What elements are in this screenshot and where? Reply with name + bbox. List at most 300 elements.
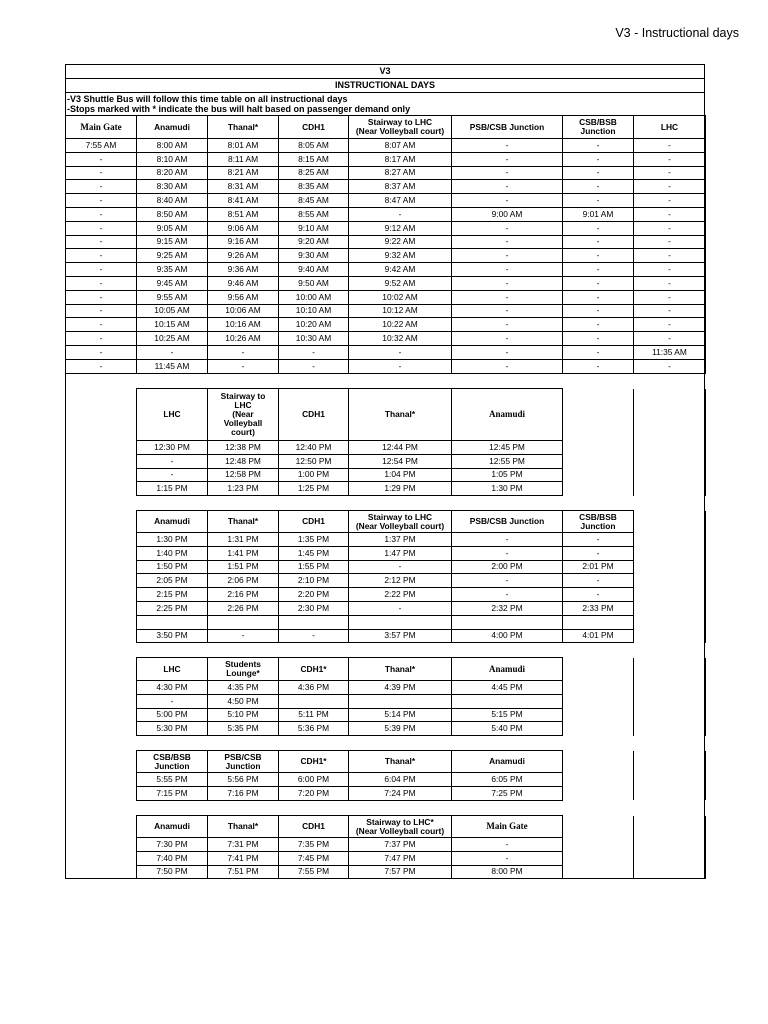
time-cell: 8:11 AM	[208, 152, 279, 166]
table-row	[66, 560, 706, 574]
time-cell: 9:15 AM	[137, 235, 208, 249]
spacer-cell	[66, 533, 137, 547]
column-header: Thanal*	[208, 116, 279, 139]
time-cell: 2:22 PM	[349, 588, 452, 602]
spacer-cell	[66, 468, 137, 482]
time-cell: 5:15 PM	[452, 708, 563, 722]
time-cell: 7:57 PM	[349, 865, 452, 879]
time-cell: 9:36 AM	[208, 263, 279, 277]
time-cell: 2:25 PM	[137, 601, 208, 615]
time-cell: 10:15 AM	[137, 318, 208, 332]
time-cell: 1:50 PM	[137, 560, 208, 574]
time-cell: -	[452, 194, 563, 208]
column-header: Stairway to LHC (Near Volleyball court)	[349, 116, 452, 139]
spacer-cell	[66, 574, 137, 588]
page-header: V3 - Instructional days	[615, 26, 739, 40]
table-row	[66, 290, 706, 304]
time-cell: 8:37 AM	[349, 180, 452, 194]
spacer-cell	[66, 851, 137, 865]
spacer-cell	[66, 546, 137, 560]
column-header: Anamudi	[452, 389, 563, 441]
time-cell: -	[452, 838, 563, 852]
time-cell: 10:00 AM	[279, 290, 349, 304]
sheet-subtitle: INSTRUCTIONAL DAYS	[66, 79, 704, 93]
time-cell: 9:32 AM	[349, 249, 452, 263]
table-row	[66, 865, 706, 879]
time-cell: 5:55 PM	[137, 773, 208, 787]
time-cell: 8:45 AM	[279, 194, 349, 208]
spacer-cell	[634, 865, 706, 879]
time-cell: -	[66, 180, 137, 194]
time-cell: -	[349, 560, 452, 574]
time-cell: 7:30 PM	[137, 838, 208, 852]
table-row	[66, 838, 706, 852]
spacer-cell	[66, 773, 137, 787]
table-row	[66, 533, 706, 547]
spacer-cell	[563, 441, 634, 455]
time-cell: 5:00 PM	[137, 708, 208, 722]
sheet-title: V3	[66, 65, 704, 79]
time-cell: 1:00 PM	[279, 468, 349, 482]
time-cell: -	[563, 166, 634, 180]
time-cell: 7:16 PM	[208, 786, 279, 800]
time-cell: 1:37 PM	[349, 533, 452, 547]
time-cell: 7:24 PM	[349, 786, 452, 800]
spacer-cell	[563, 681, 634, 695]
table-row	[66, 263, 706, 277]
time-cell: 9:01 AM	[563, 207, 634, 221]
time-cell: 9:52 AM	[349, 276, 452, 290]
spacer-cell	[563, 389, 634, 441]
table-row	[66, 482, 706, 496]
time-cell: -	[452, 152, 563, 166]
time-cell: -	[66, 345, 137, 359]
spacer-cell	[66, 441, 137, 455]
table-row	[66, 180, 706, 194]
table-row	[66, 318, 706, 332]
time-cell: 8:25 AM	[279, 166, 349, 180]
spacer-cell	[634, 533, 706, 547]
column-header: Thanal*	[208, 511, 279, 533]
spacer-cell	[634, 629, 706, 643]
table-row	[66, 773, 706, 787]
time-cell	[279, 694, 349, 708]
header-row	[66, 751, 706, 773]
night-timetable	[65, 815, 706, 879]
time-cell: -	[452, 533, 563, 547]
spacer-cell	[66, 482, 137, 496]
spacer-cell	[66, 658, 137, 681]
time-cell: 9:35 AM	[137, 263, 208, 277]
time-cell	[452, 694, 563, 708]
column-header: Students Lounge*	[208, 658, 279, 681]
time-cell: 4:35 PM	[208, 681, 279, 695]
time-cell: -	[66, 359, 137, 373]
time-cell: 1:40 PM	[137, 546, 208, 560]
column-header: CDH1	[279, 116, 349, 139]
time-cell: 8:40 AM	[137, 194, 208, 208]
time-cell: 5:14 PM	[349, 708, 452, 722]
time-cell: -	[634, 166, 706, 180]
time-cell: -	[208, 629, 279, 643]
spacer-cell	[66, 865, 137, 879]
time-cell: -	[634, 180, 706, 194]
spacer-cell	[66, 694, 137, 708]
spacer-cell	[66, 722, 137, 736]
spacer-cell	[634, 615, 706, 629]
time-cell: 10:02 AM	[349, 290, 452, 304]
time-cell: -	[452, 345, 563, 359]
spacer-cell	[634, 816, 706, 838]
time-cell: -	[563, 276, 634, 290]
time-cell: 8:47 AM	[349, 194, 452, 208]
time-cell: 8:31 AM	[208, 180, 279, 194]
time-cell: 1:29 PM	[349, 482, 452, 496]
spacer-cell	[563, 694, 634, 708]
time-cell: -	[452, 235, 563, 249]
time-cell: 4:45 PM	[452, 681, 563, 695]
time-cell: -	[452, 221, 563, 235]
time-cell: -	[563, 263, 634, 277]
table-row	[66, 166, 706, 180]
time-cell: 1:30 PM	[137, 533, 208, 547]
time-cell: 9:22 AM	[349, 235, 452, 249]
time-cell: -	[452, 166, 563, 180]
time-cell: -	[563, 304, 634, 318]
time-cell: -	[208, 345, 279, 359]
spacer-cell	[66, 615, 137, 629]
time-cell: -	[66, 221, 137, 235]
spacer-cell	[563, 851, 634, 865]
spacer-cell	[563, 751, 634, 773]
time-cell: 10:30 AM	[279, 332, 349, 346]
spacer-cell	[634, 722, 706, 736]
time-cell: 12:30 PM	[137, 441, 208, 455]
time-cell: 3:50 PM	[137, 629, 208, 643]
time-cell: -	[634, 304, 706, 318]
time-cell: 4:00 PM	[452, 629, 563, 643]
time-cell: 1:15 PM	[137, 482, 208, 496]
time-cell: 10:26 AM	[208, 332, 279, 346]
time-cell: 12:50 PM	[279, 454, 349, 468]
time-cell: 11:35 AM	[634, 345, 706, 359]
time-cell: 5:56 PM	[208, 773, 279, 787]
time-cell: 12:45 PM	[452, 441, 563, 455]
time-cell: 7:51 PM	[208, 865, 279, 879]
time-cell: -	[349, 345, 452, 359]
table-row	[66, 574, 706, 588]
time-cell: 8:51 AM	[208, 207, 279, 221]
time-cell: -	[66, 276, 137, 290]
spacer-cell	[66, 629, 137, 643]
header-row	[66, 816, 706, 838]
time-cell: -	[208, 359, 279, 373]
time-cell: -	[452, 249, 563, 263]
time-cell: 8:00 PM	[452, 865, 563, 879]
time-cell: -	[563, 318, 634, 332]
time-cell: -	[349, 359, 452, 373]
time-cell: -	[452, 359, 563, 373]
table-row	[66, 851, 706, 865]
afternoon-timetable	[65, 510, 706, 643]
time-cell: -	[634, 235, 706, 249]
column-header: LHC	[137, 658, 208, 681]
time-cell: 7:41 PM	[208, 851, 279, 865]
time-cell: 8:55 AM	[279, 207, 349, 221]
time-cell: 5:39 PM	[349, 722, 452, 736]
column-header: Anamudi	[452, 751, 563, 773]
time-cell: 10:06 AM	[208, 304, 279, 318]
time-cell: 4:36 PM	[279, 681, 349, 695]
table-row	[66, 249, 706, 263]
time-cell: -	[563, 588, 634, 602]
header-row	[66, 658, 706, 681]
column-header: CDH1	[279, 389, 349, 441]
time-cell: 3:57 PM	[349, 629, 452, 643]
table-row	[66, 468, 706, 482]
time-cell: 7:55 AM	[66, 139, 137, 153]
time-cell: 1:55 PM	[279, 560, 349, 574]
time-cell: -	[563, 290, 634, 304]
table-row	[66, 615, 706, 629]
spacer-cell	[66, 786, 137, 800]
spacer-cell	[634, 574, 706, 588]
table-row	[66, 546, 706, 560]
spacer-cell	[563, 786, 634, 800]
spacer-cell	[66, 816, 137, 838]
time-cell: -	[563, 574, 634, 588]
time-cell: -	[634, 139, 706, 153]
spacer-cell	[563, 658, 634, 681]
time-cell: 2:20 PM	[279, 588, 349, 602]
column-header: LHC	[137, 389, 208, 441]
time-cell: -	[563, 345, 634, 359]
time-cell: 7:31 PM	[208, 838, 279, 852]
spacer-cell	[634, 511, 706, 533]
table-row	[66, 441, 706, 455]
spacer-cell	[634, 658, 706, 681]
spacer-cell	[66, 601, 137, 615]
table-row	[66, 304, 706, 318]
time-cell: -	[634, 263, 706, 277]
column-header: Stairway to LHC* (Near Volleyball court)	[349, 816, 452, 838]
time-cell: 12:38 PM	[208, 441, 279, 455]
spacer-cell	[66, 838, 137, 852]
time-cell	[137, 615, 208, 629]
table-row	[66, 359, 706, 373]
time-cell: 1:04 PM	[349, 468, 452, 482]
time-cell: 2:30 PM	[279, 601, 349, 615]
spacer-cell	[634, 751, 706, 773]
time-cell: -	[563, 533, 634, 547]
time-cell: 2:01 PM	[563, 560, 634, 574]
time-cell: -	[279, 629, 349, 643]
time-cell: -	[452, 180, 563, 194]
time-cell: -	[137, 454, 208, 468]
spacer-cell	[563, 468, 634, 482]
table-row	[66, 601, 706, 615]
time-cell: -	[137, 345, 208, 359]
time-cell: 8:17 AM	[349, 152, 452, 166]
column-header: PSB/CSB Junction	[452, 511, 563, 533]
time-cell: 2:16 PM	[208, 588, 279, 602]
spacer-cell	[634, 588, 706, 602]
spacer-cell	[563, 865, 634, 879]
spacer-cell	[66, 681, 137, 695]
time-cell: 9:05 AM	[137, 221, 208, 235]
table-row	[66, 221, 706, 235]
spacer-cell	[66, 751, 137, 773]
time-cell: -	[634, 290, 706, 304]
time-cell: 9:55 AM	[137, 290, 208, 304]
time-cell: 8:20 AM	[137, 166, 208, 180]
time-cell: 12:48 PM	[208, 454, 279, 468]
time-cell: 8:30 AM	[137, 180, 208, 194]
spacer-cell	[634, 694, 706, 708]
time-cell: -	[563, 194, 634, 208]
time-cell: -	[634, 332, 706, 346]
column-header: Stairway to LHC (Near Volleyball court)	[349, 511, 452, 533]
time-cell: 6:04 PM	[349, 773, 452, 787]
time-cell: -	[452, 304, 563, 318]
time-cell: 9:06 AM	[208, 221, 279, 235]
time-cell: -	[634, 276, 706, 290]
time-cell: -	[634, 359, 706, 373]
time-cell: 12:40 PM	[279, 441, 349, 455]
time-cell: 8:27 AM	[349, 166, 452, 180]
spacer-cell	[634, 560, 706, 574]
spacer-cell	[634, 441, 706, 455]
time-cell	[279, 615, 349, 629]
spacer-cell	[634, 773, 706, 787]
spacer-cell	[634, 851, 706, 865]
spacer-cell	[634, 468, 706, 482]
time-cell: 5:30 PM	[137, 722, 208, 736]
table-row	[66, 694, 706, 708]
time-cell: -	[634, 318, 706, 332]
time-cell: 7:20 PM	[279, 786, 349, 800]
time-cell: 1:23 PM	[208, 482, 279, 496]
time-cell: -	[66, 194, 137, 208]
late-evening-timetable	[65, 750, 706, 801]
column-header: Thanal*	[349, 389, 452, 441]
spacer-cell	[634, 681, 706, 695]
spacer-cell	[563, 454, 634, 468]
time-cell: -	[563, 249, 634, 263]
time-cell: 10:22 AM	[349, 318, 452, 332]
spacer-cell	[66, 511, 137, 533]
table-row	[66, 722, 706, 736]
time-cell: 9:20 AM	[279, 235, 349, 249]
time-cell: -	[452, 318, 563, 332]
time-cell: 6:00 PM	[279, 773, 349, 787]
time-cell: 7:25 PM	[452, 786, 563, 800]
spacer-cell	[634, 389, 706, 441]
time-cell: -	[66, 304, 137, 318]
note-line: -Stops marked with * indicate the bus will halt based on passenger demand only	[67, 104, 411, 114]
time-cell: 6:05 PM	[452, 773, 563, 787]
time-cell: 8:05 AM	[279, 139, 349, 153]
time-cell: -	[563, 332, 634, 346]
time-cell: 7:40 PM	[137, 851, 208, 865]
time-cell: -	[634, 152, 706, 166]
spacer-cell	[634, 546, 706, 560]
column-header: CSB/BSB Junction	[563, 116, 634, 139]
time-cell	[349, 615, 452, 629]
time-cell	[452, 615, 563, 629]
time-cell: -	[563, 235, 634, 249]
time-cell: 8:41 AM	[208, 194, 279, 208]
time-cell: -	[452, 574, 563, 588]
time-cell: 12:58 PM	[208, 468, 279, 482]
time-cell: 2:32 PM	[452, 601, 563, 615]
table-row	[66, 345, 706, 359]
time-cell	[208, 615, 279, 629]
evening-timetable	[65, 657, 706, 736]
time-cell: 7:55 PM	[279, 865, 349, 879]
time-cell: 9:56 AM	[208, 290, 279, 304]
spacer-cell	[563, 773, 634, 787]
morning-timetable	[65, 115, 706, 374]
time-cell: 7:47 PM	[349, 851, 452, 865]
time-cell: -	[349, 207, 452, 221]
time-cell: 1:41 PM	[208, 546, 279, 560]
table-row	[66, 139, 706, 153]
time-cell: 2:33 PM	[563, 601, 634, 615]
column-header: CSB/BSB Junction	[137, 751, 208, 773]
time-cell: 9:26 AM	[208, 249, 279, 263]
time-cell: -	[66, 249, 137, 263]
time-cell: 9:16 AM	[208, 235, 279, 249]
time-cell: 1:25 PM	[279, 482, 349, 496]
time-cell: 9:25 AM	[137, 249, 208, 263]
time-cell: -	[66, 290, 137, 304]
time-cell: 2:12 PM	[349, 574, 452, 588]
table-row	[66, 629, 706, 643]
time-cell: 9:45 AM	[137, 276, 208, 290]
time-cell: 5:10 PM	[208, 708, 279, 722]
time-cell: 4:01 PM	[563, 629, 634, 643]
table-row	[66, 235, 706, 249]
time-cell: 2:00 PM	[452, 560, 563, 574]
time-cell: -	[452, 332, 563, 346]
time-cell: 2:06 PM	[208, 574, 279, 588]
column-header: Main Gate	[452, 816, 563, 838]
time-cell: -	[66, 152, 137, 166]
time-cell: 12:55 PM	[452, 454, 563, 468]
time-cell: -	[563, 152, 634, 166]
time-cell: 10:25 AM	[137, 332, 208, 346]
time-cell: 9:30 AM	[279, 249, 349, 263]
column-header: CDH1*	[279, 751, 349, 773]
table-row	[66, 152, 706, 166]
table-row	[66, 681, 706, 695]
time-cell: 10:20 AM	[279, 318, 349, 332]
header-row	[66, 389, 706, 441]
column-header: Anamudi	[137, 816, 208, 838]
notes	[66, 93, 704, 116]
time-cell: -	[452, 139, 563, 153]
time-cell: 10:05 AM	[137, 304, 208, 318]
time-cell: 8:15 AM	[279, 152, 349, 166]
column-header: PSB/CSB Junction	[452, 116, 563, 139]
time-cell: -	[634, 249, 706, 263]
column-header: CSB/BSB Junction	[563, 511, 634, 533]
time-cell: 8:01 AM	[208, 139, 279, 153]
time-cell: 10:32 AM	[349, 332, 452, 346]
time-cell: -	[279, 345, 349, 359]
time-cell: 7:15 PM	[137, 786, 208, 800]
